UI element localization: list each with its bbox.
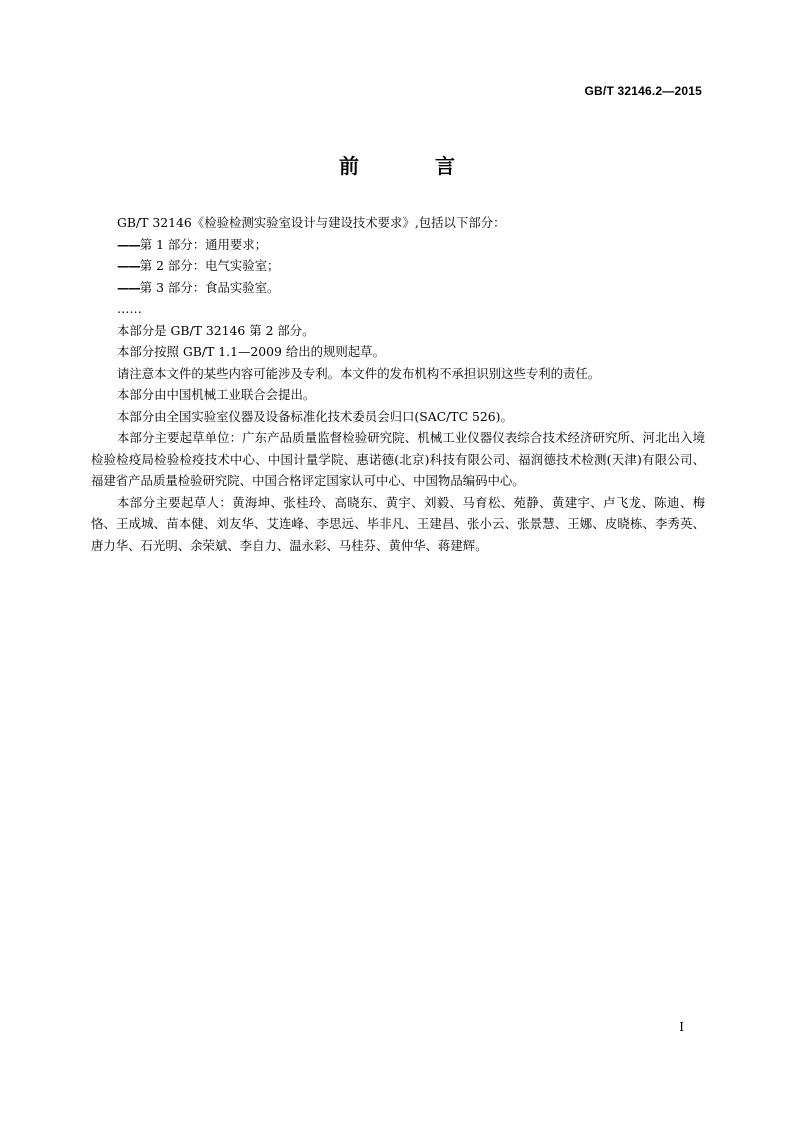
list-dash: —— (117, 236, 140, 252)
list-item-text: 第 3 部分：食品实验室。 (139, 279, 280, 295)
paragraph: 本部分按照 GB/T 1.1—2009 给出的规则起草。 (117, 344, 385, 359)
patent-notice: 请注意本文件的某些内容可能涉及专利。本文件的发布机构不承担识别这些专利的责任。 (117, 365, 601, 381)
list-item (91, 234, 705, 256)
paragraph: 本部分由全国实验室仪器及设备标准化技术委员会归口(SAC/TC 526)。 (117, 408, 513, 424)
standard-code: GB/T 32146.2—2015 (584, 84, 702, 98)
page-number: I (679, 1020, 684, 1034)
ellipsis: …… (117, 301, 142, 316)
list-dash: —— (117, 258, 140, 273)
drafting-units: 本部分主要起草单位：广东产品质量监督检验研究院、机械工业仪器仪表综合技术经济研究所、河北出入境检验检疫局检验检疫技术中心、中国计量学院、惠诺德(北京)科技有限公司、福润德技术检测(天津)有限公司、福建省产品质量检验研究院、中国合格评定国家认可中心、中国物品编码中心。 (91, 430, 705, 488)
page-title: 前 言 (339, 154, 483, 178)
list-item (91, 255, 705, 277)
intro-paragraph: GB/T 32146《检验检测实验室设计与建设技术要求》,包括以下部分： (117, 215, 506, 230)
list-dash: —— (117, 279, 140, 295)
list-item-text: 第 2 部分：电气实验室； (139, 258, 280, 273)
paragraph: 本部分由中国机械工业联合会提出。 (117, 387, 316, 402)
foreword-body (91, 212, 705, 556)
list-item (91, 277, 705, 299)
list-item-text: 第 1 部分：通用要求； (139, 236, 268, 252)
drafters: 本部分主要起草人：黄海坤、张桂玲、高晓东、黄宇、刘毅、马育松、苑静、黄建宇、卢飞龙、陈迪、梅恪、王成城、苗本健、刘友华、艾连峰、李思远、毕非凡、王建昌、张小云、张景慧、王娜、皮晓栋、李秀英、唐力华、石光明、余荣斌、李自力、温永彩、马桂芬、黄仲华、蒋建辉。 (91, 494, 705, 553)
paragraph: 本部分是 GB/T 32146 第 2 部分。 (117, 322, 315, 338)
